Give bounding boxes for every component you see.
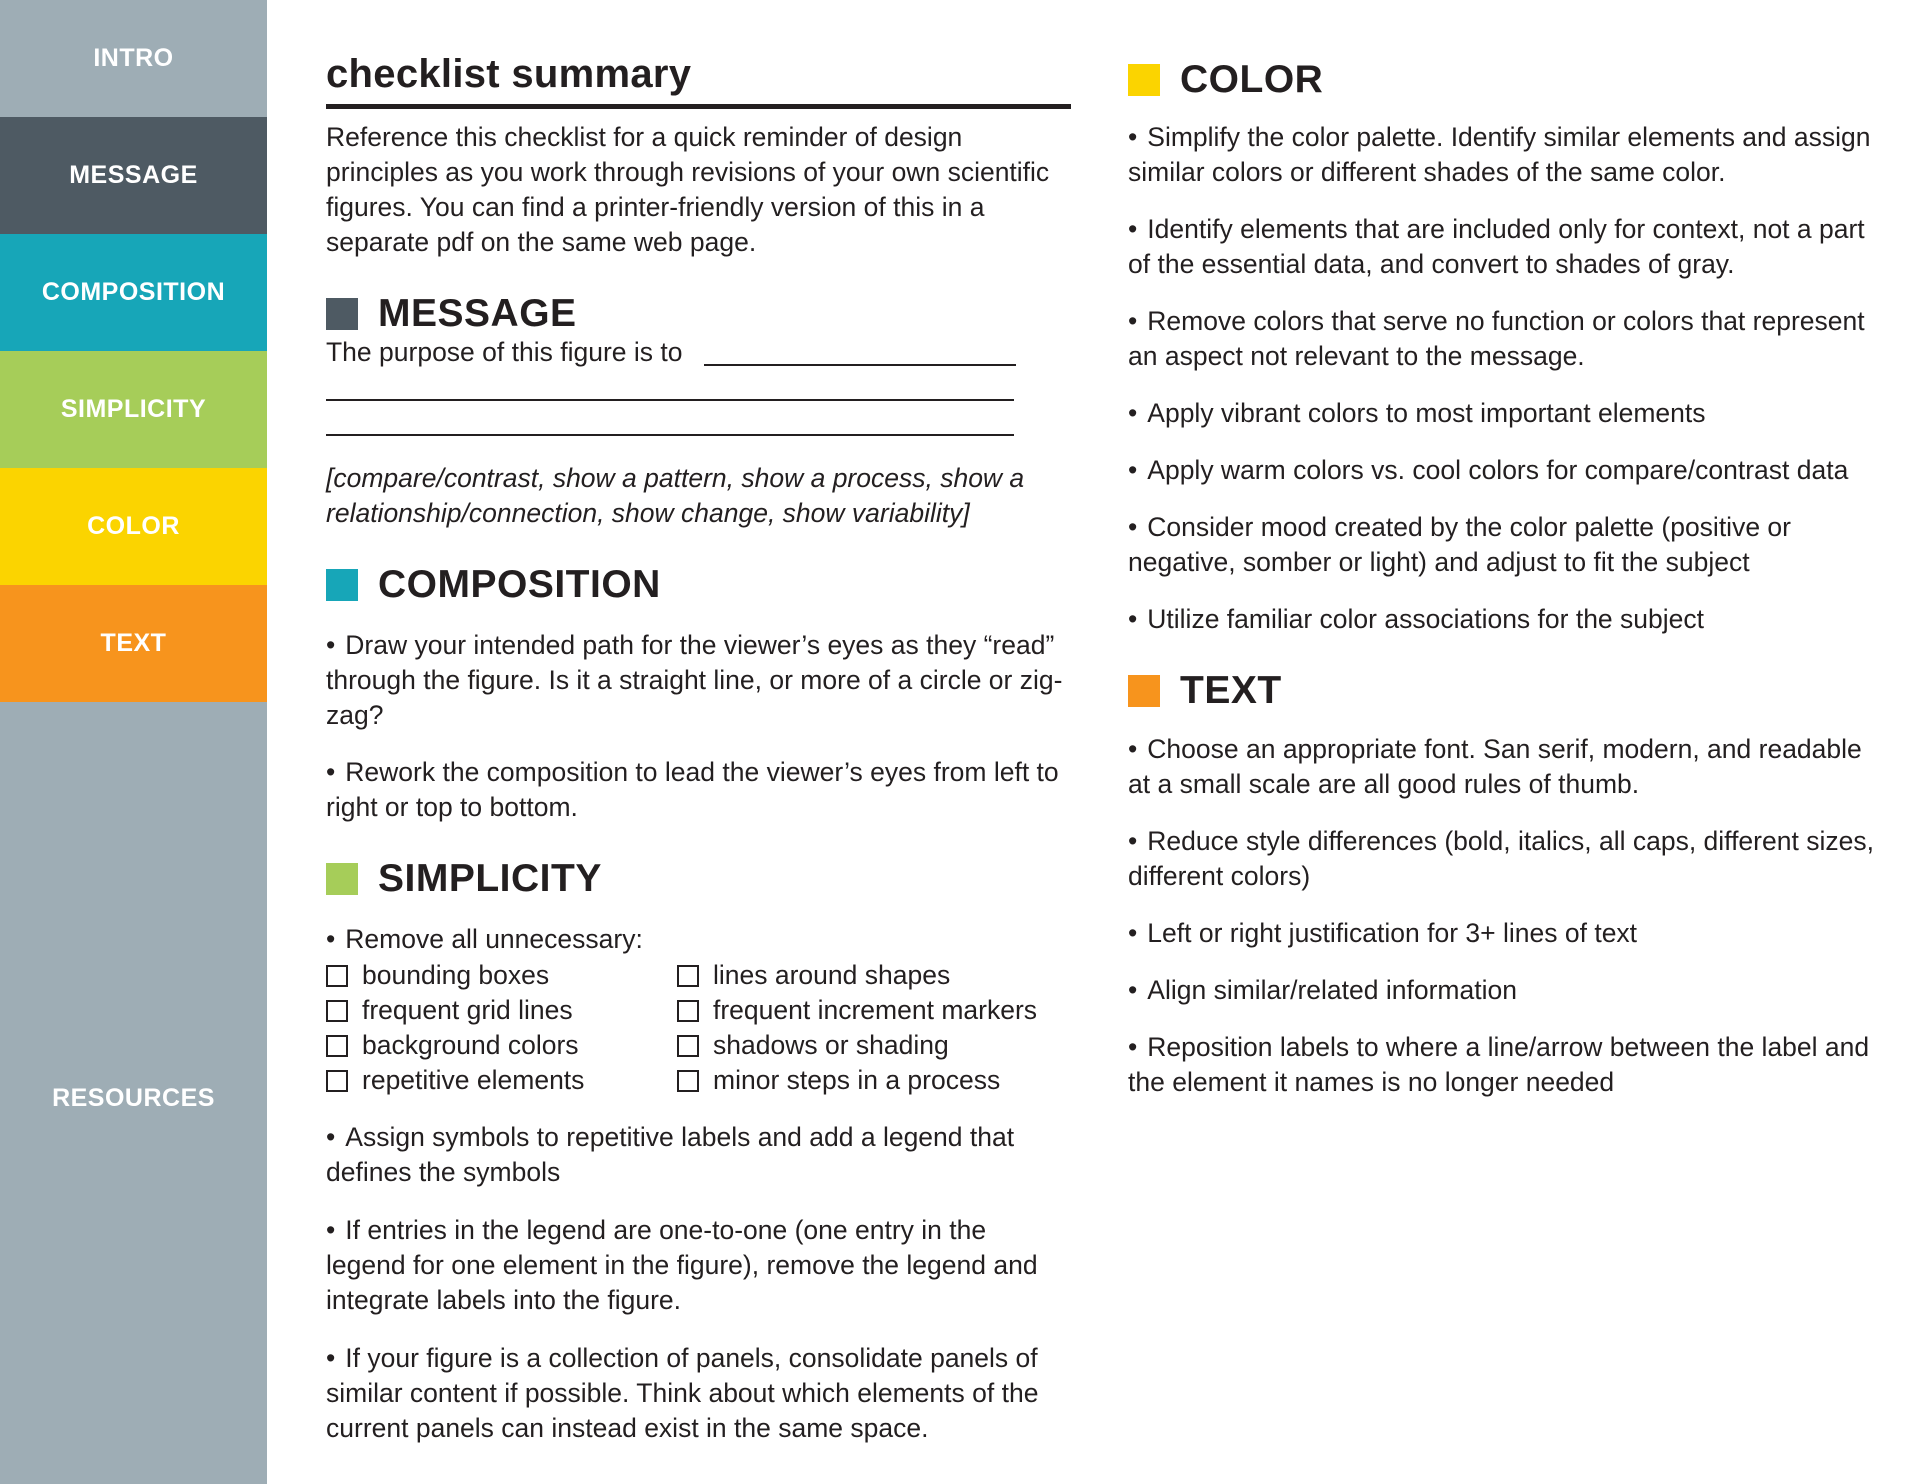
color-bullet-4: • Apply vibrant colors to most important elements bbox=[1128, 396, 1888, 431]
composition-color-swatch bbox=[326, 569, 358, 601]
checklist-item[interactable]: frequent grid lines bbox=[326, 993, 584, 1028]
color-bullet-1: • Simplify the color palette. Identify similar elements and assign similar colors or different shades of the same color. bbox=[1128, 120, 1888, 190]
text-bullet-3: • Left or right justification for 3+ lines of text bbox=[1128, 916, 1888, 951]
checklist-item[interactable]: repetitive elements bbox=[326, 1063, 584, 1098]
sidebar-nav bbox=[0, 0, 267, 1484]
simplicity-bullet-2: • If entries in the legend are one-to-one (one entry in the legend for one element in the figure), remove the legend and integrate labels into the figure. bbox=[326, 1213, 1071, 1318]
color-bullet-3: • Remove colors that serve no function or colors that represent an aspect not relevant to the message. bbox=[1128, 304, 1888, 374]
text-bullet-2: • Reduce style differences (bold, italics, all caps, different sizes, different colors) bbox=[1128, 824, 1888, 894]
text-color-swatch bbox=[1128, 675, 1160, 707]
checklist-right bbox=[677, 958, 1037, 1098]
color-bullet-6: • Consider mood created by the color palette (positive or negative, somber or light) and adjust to fit the subject bbox=[1128, 510, 1888, 580]
simplicity-bullet-1: • Assign symbols to repetitive labels and add a legend that defines the symbols bbox=[326, 1120, 1071, 1190]
simplicity-color-swatch bbox=[326, 863, 358, 895]
checklist-item[interactable]: background colors bbox=[326, 1028, 584, 1063]
nav-item-resources[interactable]: RESOURCES bbox=[52, 1084, 215, 1112]
checklist-item[interactable]: lines around shapes bbox=[677, 958, 1037, 993]
composition-bullet-1: • Draw your intended path for the viewer’s eyes as they “read” through the figure. Is it a straight line, or more of a circle or zig-zag? bbox=[326, 628, 1071, 733]
color-bullet-7: • Utilize familiar color associations for the subject bbox=[1128, 602, 1888, 637]
purpose-fill-line-3[interactable] bbox=[326, 434, 1014, 436]
checkbox[interactable] bbox=[677, 1070, 699, 1092]
simplicity-bullet-3: • If your figure is a collection of panels, consolidate panels of similar content if possible. Think about which elements of the current panels can instead exist in the same space. bbox=[326, 1341, 1071, 1446]
checkbox[interactable] bbox=[326, 1035, 348, 1057]
nav-item-simplicity[interactable]: SIMPLICITY bbox=[0, 351, 267, 468]
purpose-fill-line-1[interactable] bbox=[704, 364, 1016, 366]
checkbox[interactable] bbox=[326, 1070, 348, 1092]
title-divider bbox=[326, 104, 1071, 109]
checkbox[interactable] bbox=[326, 965, 348, 987]
simplicity-remove-label: • Remove all unnecessary: bbox=[326, 922, 643, 957]
message-options: [compare/contrast, show a pattern, show a process, show a relationship/connection, show change, show variability] bbox=[326, 463, 1025, 528]
text-bullet-1: • Choose an appropriate font. San serif, modern, and readable at a small scale are all good rules of thumb. bbox=[1128, 732, 1888, 802]
color-bullet-5: • Apply warm colors vs. cool colors for compare/contrast data bbox=[1128, 453, 1888, 488]
purpose-fill-line-2[interactable] bbox=[326, 399, 1014, 401]
composition-bullet-2: • Rework the composition to lead the viewer’s eyes from left to right or top to bottom. bbox=[326, 755, 1071, 825]
composition-title: COMPOSITION bbox=[378, 563, 661, 606]
checkbox[interactable] bbox=[677, 1035, 699, 1057]
nav-item-text[interactable]: TEXT bbox=[0, 585, 267, 702]
color-color-swatch bbox=[1128, 64, 1160, 96]
checklist-item[interactable]: bounding boxes bbox=[326, 958, 584, 993]
text-section-header bbox=[1128, 669, 1282, 713]
checklist-item[interactable]: frequent increment markers bbox=[677, 993, 1037, 1028]
color-section-header bbox=[1128, 58, 1323, 102]
color-title: COLOR bbox=[1180, 58, 1324, 101]
color-bullet-2: • Identify elements that are included only for context, not a part of the essential data, and convert to shades of gray. bbox=[1128, 212, 1888, 282]
checklist-item[interactable]: minor steps in a process bbox=[677, 1063, 1037, 1098]
message-color-swatch bbox=[326, 298, 358, 330]
composition-section-header bbox=[326, 563, 661, 607]
summary-intro: Reference this checklist for a quick reminder of design principles as you work through revisions of your own scientific figures. You can find a printer-friendly version of this in a separate pdf on the same web page. bbox=[326, 122, 1050, 257]
text-bullet-5: • Reposition labels to where a line/arrow between the label and the element it names is no longer needed bbox=[1128, 1030, 1888, 1100]
simplicity-title: SIMPLICITY bbox=[378, 857, 602, 900]
message-section-header bbox=[326, 292, 577, 336]
text-bullet-4: • Align similar/related information bbox=[1128, 973, 1888, 1008]
nav-item-color[interactable]: COLOR bbox=[0, 468, 267, 585]
message-title: MESSAGE bbox=[378, 292, 577, 335]
page-title: checklist summary bbox=[326, 52, 692, 96]
message-prompt: The purpose of this figure is to bbox=[326, 337, 683, 367]
checklist-item[interactable]: shadows or shading bbox=[677, 1028, 1037, 1063]
checkbox[interactable] bbox=[326, 1000, 348, 1022]
simplicity-section-header bbox=[326, 857, 602, 901]
checkbox[interactable] bbox=[677, 1000, 699, 1022]
checklist-left bbox=[326, 958, 584, 1098]
text-title: TEXT bbox=[1180, 669, 1282, 712]
nav-item-composition[interactable]: COMPOSITION bbox=[0, 234, 267, 351]
nav-item-intro[interactable]: INTRO bbox=[0, 0, 267, 117]
nav-item-message[interactable]: MESSAGE bbox=[0, 117, 267, 234]
checkbox[interactable] bbox=[677, 965, 699, 987]
